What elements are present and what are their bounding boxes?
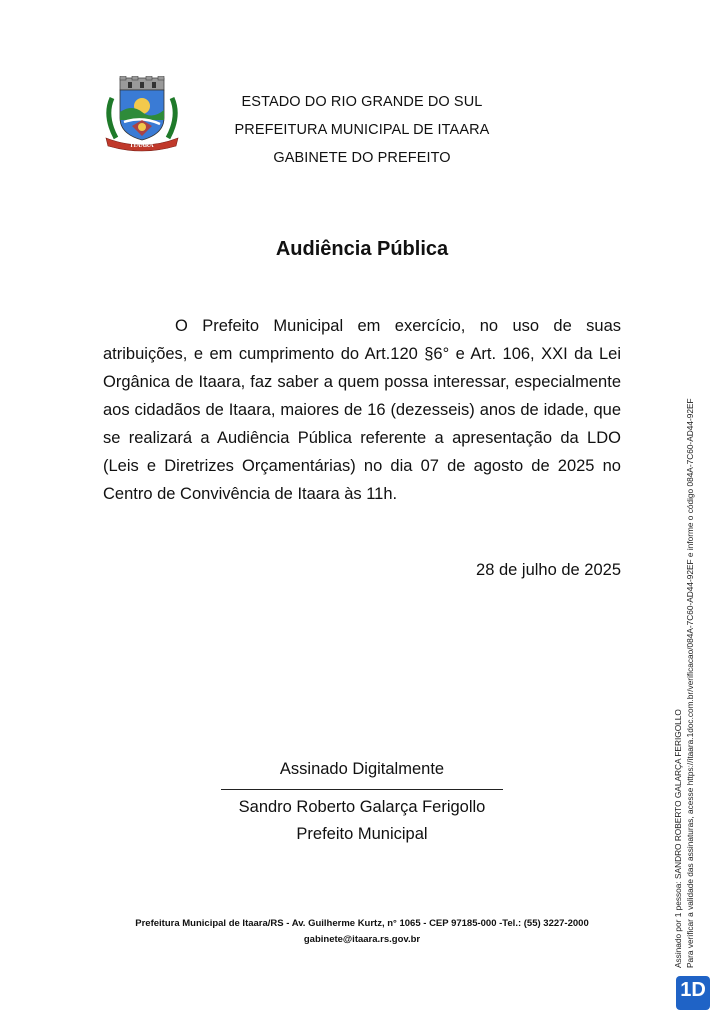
onedoc-logo-icon — [676, 976, 710, 1010]
header-state: ESTADO DO RIO GRANDE DO SUL — [241, 94, 483, 110]
signature-block — [200, 756, 524, 848]
signature-line — [221, 789, 503, 790]
signer-role: Prefeito Municipal — [296, 825, 428, 843]
stamp-signer-line: Assinado por 1 pessoa: SANDRO ROBERTO GALARÇA FERIGOLLO — [673, 709, 683, 968]
footer-address: Prefeitura Municipal de Itaara/RS - Av. Guilherme Kurtz, n° 1065 - CEP 97185-000 -Tel.: (55) 3227-2000 — [135, 918, 589, 929]
signature-verification-stamp — [672, 348, 710, 968]
document-footer — [103, 916, 621, 948]
municipal-coat-of-arms-icon — [102, 76, 182, 152]
document-body — [103, 312, 621, 508]
stamp-verification-line: Para verificar a validade das assinaturas, acesse https://itaara.1doc.com.br/verificacao/084A-7C60-AD44-92EF e informe o código 084A-7C60-AD44-92EF — [685, 398, 695, 968]
onedoc-logo-text: 1D — [680, 979, 706, 1001]
header-office: GABINETE DO PREFEITO — [273, 150, 451, 166]
crest-banner-text: ITAARA — [130, 143, 154, 149]
document-title: Audiência Pública — [275, 238, 449, 260]
header-prefecture: PREFEITURA MUNICIPAL DE ITAARA — [234, 122, 490, 138]
signer-name: Sandro Roberto Galarça Ferigollo — [238, 798, 486, 816]
document-date: 28 de julho de 2025 — [476, 561, 621, 579]
signature-note: Assinado Digitalmente — [279, 760, 445, 778]
footer-email: gabinete@itaara.rs.gov.br — [303, 934, 421, 945]
document-header — [180, 88, 544, 172]
body-paragraph: O Prefeito Municipal em exercício, no uso de suas atribuições, e em cumprimento do Art.120 §6° e Art. 106, XXI da Lei Orgânica de Itaara, faz saber a quem possa interessar, especialmente aos cidadãos de Itaara, maiores de 16 (dezesseis) anos de idade, que se realizará a Audiência Pública referente a apresentação da LDO (Leis e Diretrizes Orçamentárias) no dia 07 de agosto de 2025 no Centro de Convivência de Itaara às 11h. — [103, 317, 621, 503]
